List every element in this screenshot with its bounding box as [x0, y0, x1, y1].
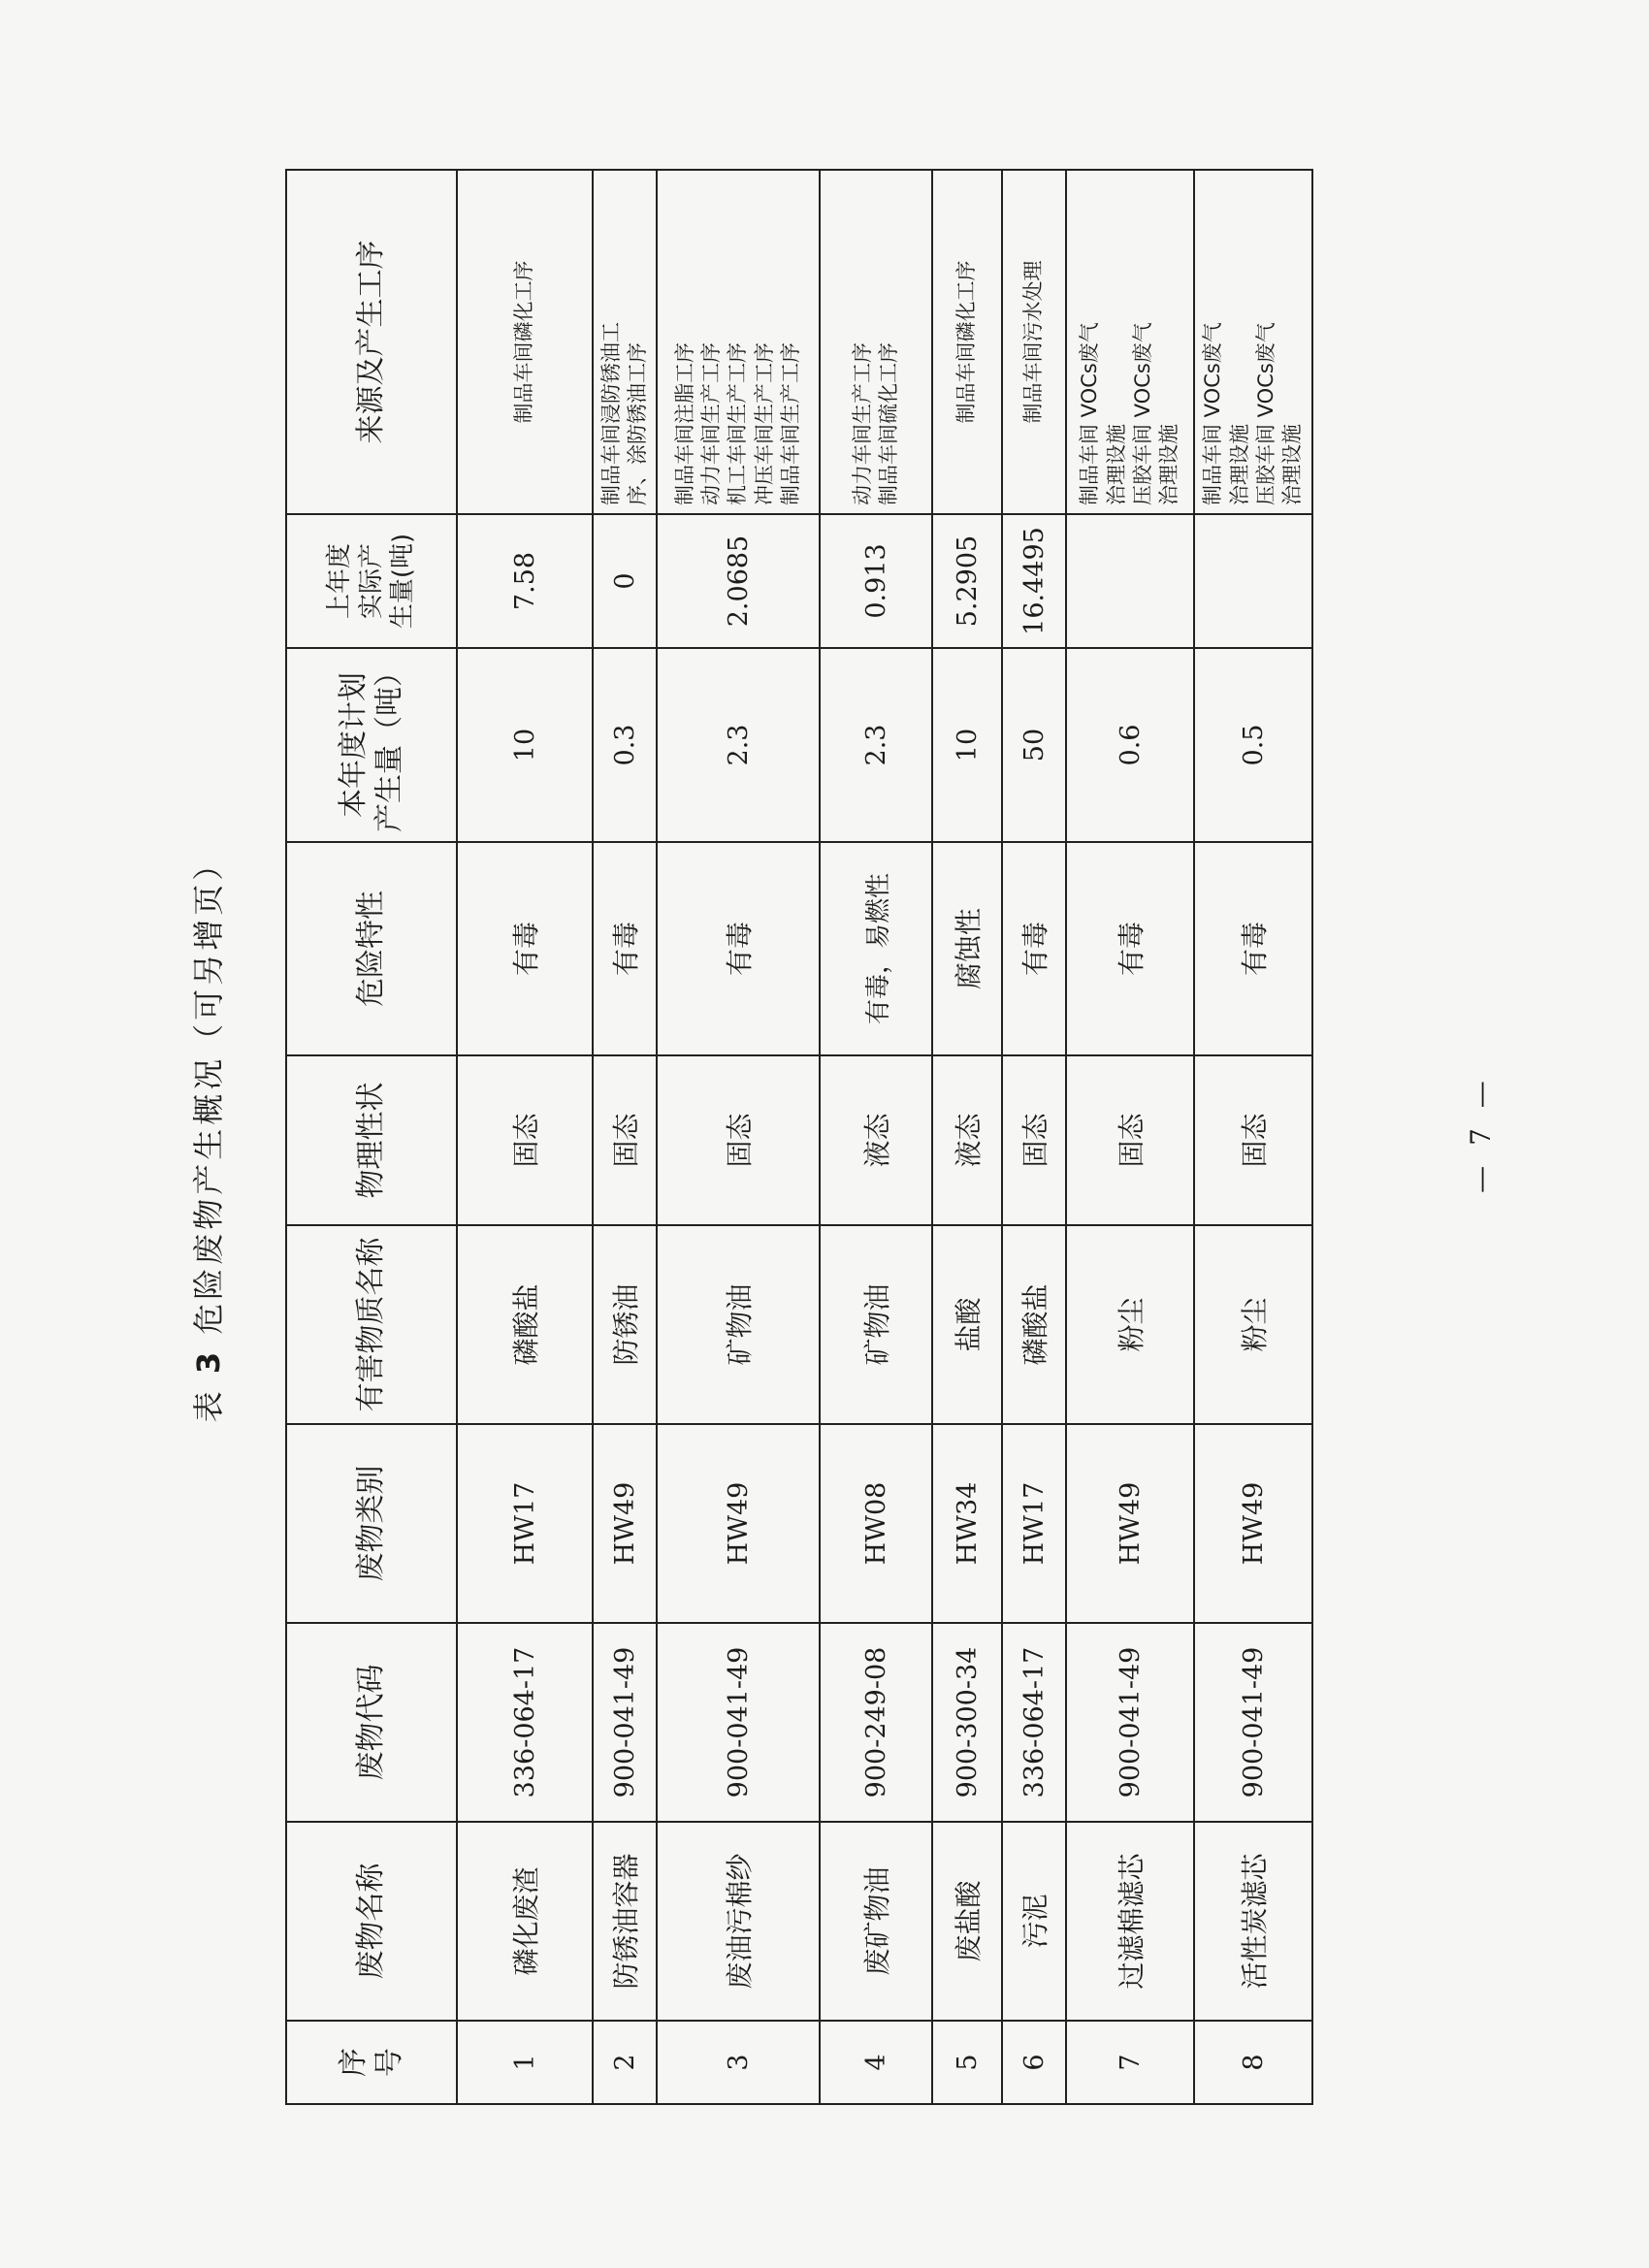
header-harmful-substance: 有害物质名称: [286, 1225, 457, 1424]
cell-waste-category: HW17: [457, 1424, 593, 1623]
cell-last-year-output: 0: [593, 514, 657, 648]
cell-hazard-property: 有毒: [457, 842, 593, 1055]
caption-number: 3: [190, 1347, 227, 1375]
cell-physical-state: 液态: [932, 1055, 1002, 1225]
cell-waste-category: HW49: [1194, 1424, 1312, 1623]
header-waste-category: 废物类别: [286, 1424, 457, 1623]
hazardous-waste-table: [285, 169, 1313, 2105]
cell-waste-code: 900-041-49: [1194, 1623, 1312, 1822]
cell-seq: 6: [1002, 2021, 1066, 2104]
header-physical-state: 物理性状: [286, 1055, 457, 1225]
table-row: [1194, 170, 1312, 2104]
cell-physical-state: 固态: [457, 1055, 593, 1225]
cell-waste-code: 336-064-17: [1002, 1623, 1066, 1822]
cell-waste-name: 防锈油容器: [593, 1822, 657, 2021]
cell-source-process: 制品车间磷化工序: [457, 170, 593, 514]
cell-seq: 8: [1194, 2021, 1312, 2104]
table-row: [593, 170, 657, 2104]
cell-physical-state: 固态: [1194, 1055, 1312, 1225]
cell-waste-category: HW34: [932, 1424, 1002, 1623]
cell-source-process: 制品车间 VOCs废气 治理设施 压胶车间 VOCs废气 治理设施: [1066, 170, 1194, 514]
cell-waste-name: 过滤棉滤芯: [1066, 1822, 1194, 2021]
cell-waste-category: HW17: [1002, 1424, 1066, 1623]
cell-waste-name: 废油污棉纱: [657, 1822, 820, 2021]
cell-last-year-output: 7.58: [457, 514, 593, 648]
cell-hazard-property: 有毒: [1066, 842, 1194, 1055]
cell-seq: 1: [457, 2021, 593, 2104]
cell-waste-category: HW49: [593, 1424, 657, 1623]
cell-waste-category: HW49: [1066, 1424, 1194, 1623]
cell-waste-category: HW49: [657, 1424, 820, 1623]
table-row: [1066, 170, 1194, 2104]
cell-planned-output: 0.3: [593, 648, 657, 842]
cell-waste-name: 磷化废渣: [457, 1822, 593, 2021]
cell-planned-output: 10: [457, 648, 593, 842]
table-row: [657, 170, 820, 2104]
cell-last-year-output: [1194, 514, 1312, 648]
table-row: [820, 170, 932, 2104]
cell-waste-code: 900-041-49: [593, 1623, 657, 1822]
cell-seq: 2: [593, 2021, 657, 2104]
cell-seq: 4: [820, 2021, 932, 2104]
cell-planned-output: 2.3: [820, 648, 932, 842]
page-number: — 7 —: [1465, 1075, 1497, 1193]
table-row: [932, 170, 1002, 2104]
cell-physical-state: 固态: [657, 1055, 820, 1225]
header-hazard-property: 危险特性: [286, 842, 457, 1055]
cell-source-process: 动力车间生产工序 制品车间硫化工序: [820, 170, 932, 514]
cell-physical-state: 固态: [1066, 1055, 1194, 1225]
cell-waste-code: 900-041-49: [657, 1623, 820, 1822]
cell-last-year-output: 5.2905: [932, 514, 1002, 648]
caption-text: 危险废物产生概况（可另增页）: [190, 845, 227, 1335]
cell-physical-state: 固态: [1002, 1055, 1066, 1225]
cell-source-process: 制品车间注脂工序 动力车间生产工序 机工车间生产工序 冲压车间生产工序 制品车间生产工序: [657, 170, 820, 514]
cell-source-process: 制品车间磷化工序: [932, 170, 1002, 514]
cell-waste-code: 900-041-49: [1066, 1623, 1194, 1822]
cell-source-process: 制品车间浸防锈油工 序、涂防锈油工序: [593, 170, 657, 514]
cell-last-year-output: [1066, 514, 1194, 648]
cell-harmful-substance: 盐酸: [932, 1225, 1002, 1424]
cell-harmful-substance: 粉尘: [1066, 1225, 1194, 1424]
cell-hazard-property: 有毒: [1002, 842, 1066, 1055]
cell-seq: 7: [1066, 2021, 1194, 2104]
cell-hazard-property: 腐蚀性: [932, 842, 1002, 1055]
header-waste-code: 废物代码: [286, 1623, 457, 1822]
cell-planned-output: 10: [932, 648, 1002, 842]
cell-seq: 5: [932, 2021, 1002, 2104]
cell-waste-name: 活性炭滤芯: [1194, 1822, 1312, 2021]
header-planned-output: 本年度计划 产生量（吨）: [286, 648, 457, 842]
cell-harmful-substance: 矿物油: [820, 1225, 932, 1424]
cell-harmful-substance: 磷酸盐: [457, 1225, 593, 1424]
cell-waste-code: 900-300-34: [932, 1623, 1002, 1822]
cell-last-year-output: 16.4495: [1002, 514, 1066, 648]
cell-source-process: 制品车间 VOCs废气 治理设施 压胶车间 VOCs废气 治理设施: [1194, 170, 1312, 514]
header-waste-name: 废物名称: [286, 1822, 457, 2021]
cell-waste-name: 废盐酸: [932, 1822, 1002, 2021]
cell-physical-state: 固态: [593, 1055, 657, 1225]
cell-harmful-substance: 矿物油: [657, 1225, 820, 1424]
cell-planned-output: 0.5: [1194, 648, 1312, 842]
cell-source-process: 制品车间污水处理: [1002, 170, 1066, 514]
cell-waste-code: 336-064-17: [457, 1623, 593, 1822]
cell-harmful-substance: 磷酸盐: [1002, 1225, 1066, 1424]
header-seq: 序 号: [286, 2021, 457, 2104]
cell-planned-output: 50: [1002, 648, 1066, 842]
cell-hazard-property: 有毒: [1194, 842, 1312, 1055]
cell-harmful-substance: 防锈油: [593, 1225, 657, 1424]
cell-planned-output: 0.6: [1066, 648, 1194, 842]
header-row: [286, 170, 457, 2104]
cell-last-year-output: 2.0685: [657, 514, 820, 648]
cell-hazard-property: 有毒，易燃性: [820, 842, 932, 1055]
cell-harmful-substance: 粉尘: [1194, 1225, 1312, 1424]
table-row: [457, 170, 593, 2104]
cell-waste-code: 900-249-08: [820, 1623, 932, 1822]
cell-waste-name: 污泥: [1002, 1822, 1066, 2021]
cell-hazard-property: 有毒: [593, 842, 657, 1055]
caption-prefix: 表: [190, 1387, 227, 1423]
table-caption: [184, 0, 229, 2268]
cell-physical-state: 液态: [820, 1055, 932, 1225]
cell-waste-category: HW08: [820, 1424, 932, 1623]
cell-seq: 3: [657, 2021, 820, 2104]
header-source-process: 来源及产生工序: [286, 170, 457, 514]
header-last-year-output: 上年度 实际产 生量(吨): [286, 514, 457, 648]
cell-hazard-property: 有毒: [657, 842, 820, 1055]
cell-planned-output: 2.3: [657, 648, 820, 842]
cell-last-year-output: 0.913: [820, 514, 932, 648]
cell-waste-name: 废矿物油: [820, 1822, 932, 2021]
table-row: [1002, 170, 1066, 2104]
